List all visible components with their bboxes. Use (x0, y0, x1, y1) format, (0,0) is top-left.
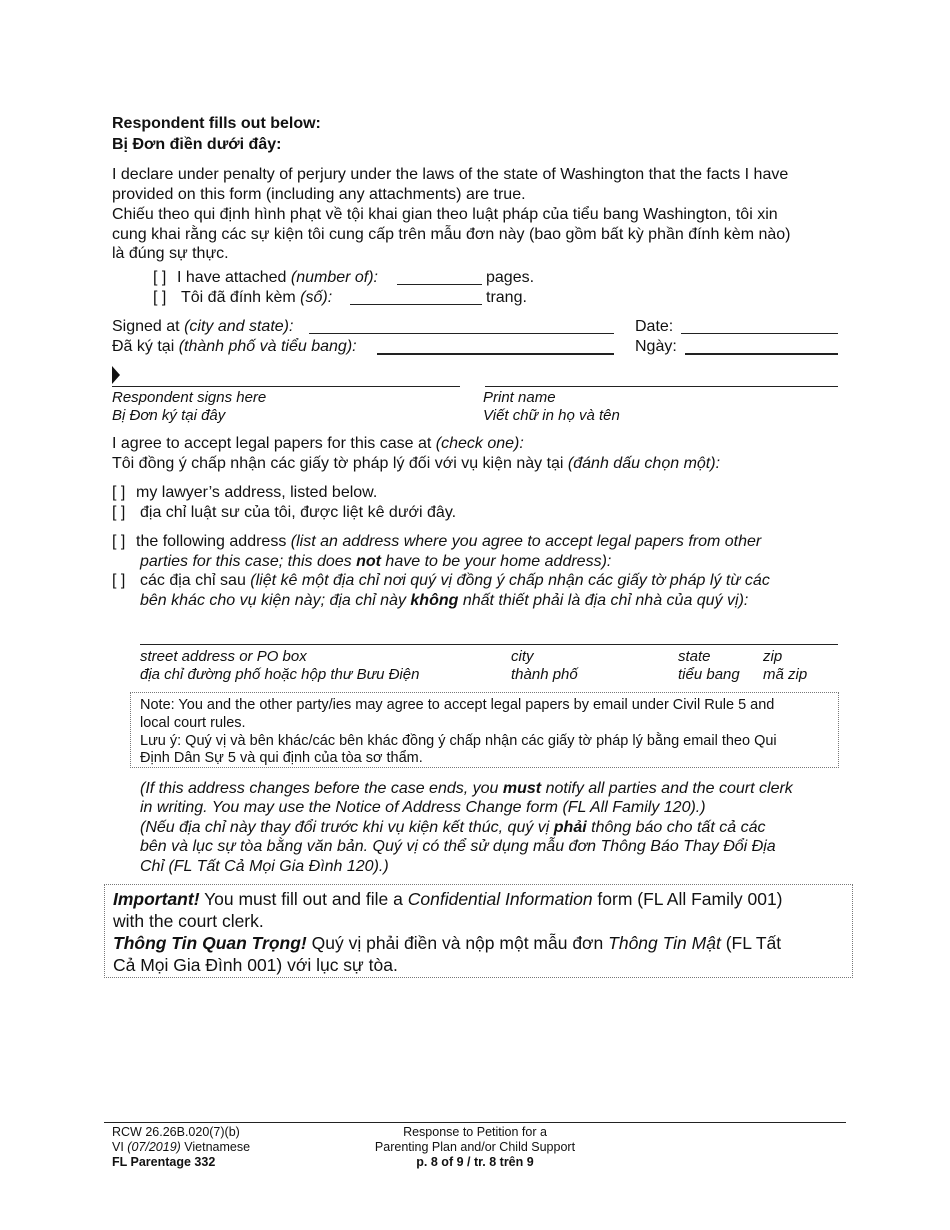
signed-at-vi-label: Đã ký tại (thành phố và tiểu bang): (112, 338, 357, 355)
change-vi-line2: bên và lục sự tòa bằng văn bản. Quý vị có thể sử dụng mẫu đơn Thông Báo Thay Đổi Địa (140, 838, 776, 855)
lawyer-vi-checkbox[interactable]: [ ] (112, 504, 126, 521)
lawyer-en-label: my lawyer’s address, listed below. (136, 484, 378, 501)
attached-en-label: I have attached (number of): (177, 269, 378, 286)
agree-en: I agree to accept legal papers for this case at (check one): (112, 435, 524, 452)
respondent-signs-vi: Bị Đơn ký tại đây (112, 407, 226, 424)
print-name-vi: Viết chữ in họ và tên (483, 407, 620, 424)
date-vi-field[interactable] (685, 353, 838, 355)
following-en-checkbox[interactable]: [ ] (112, 533, 126, 550)
street-label-en: street address or PO box (140, 648, 307, 665)
footer-title-line1: Response to Petition for a (403, 1125, 547, 1139)
important-en-line2: with the court clerk. (113, 911, 264, 931)
attached-vi-pages: trang. (486, 289, 527, 306)
note-en-line2: local court rules. (140, 715, 246, 731)
date-vi-label: Ngày: (635, 338, 677, 355)
signature-arrow-icon (112, 366, 122, 384)
following-vi-checkbox[interactable]: [ ] (112, 572, 126, 589)
heading-en: Respondent fills out below: (112, 115, 321, 132)
lawyer-vi-label: địa chỉ luật sư của tôi, được liệt kê dưới đây. (140, 504, 457, 521)
important-vi-line1: Thông Tin Quan Trọng! Quý vị phải điền và nộp một mẫu đơn Thông Tin Mật (FL Tất (113, 933, 782, 953)
attached-vi-checkbox[interactable]: [ ] (153, 289, 167, 306)
note-vi-line2: Định Dân Sự 5 và qui định của tòa sơ thẩm. (140, 750, 423, 766)
following-vi-line2: bên khác cho vụ kiện này; địa chỉ này không nhất thiết phải là địa chỉ nhà của quý vị): (140, 592, 749, 609)
important-en-line1: Important! You must fill out and file a Confidential Information form (FL All Family 001) (113, 889, 783, 909)
following-vi-line1: các địa chỉ sau (liệt kê một địa chỉ nơi quý vị đồng ý chấp nhận các giấy tờ pháp lý từ các (140, 572, 770, 589)
change-vi-line1: (Nếu địa chỉ này thay đổi trước khi vụ kiện kết thúc, quý vị phải thông báo cho tất cả các (140, 819, 766, 836)
print-name-en: Print name (483, 389, 556, 406)
attached-en-checkbox[interactable]: [ ] (153, 269, 167, 286)
footer-form-id: FL Parentage 332 (112, 1155, 216, 1169)
date-en-label: Date: (635, 318, 674, 335)
city-label-en: city (511, 648, 534, 665)
footer-rcw: RCW 26.26B.020(7)(b) (112, 1125, 240, 1139)
declaration-vi-line1: Chiếu theo qui định hình phạt về tội khai gian theo luật pháp của tiểu bang Washington, tôi xin (112, 206, 778, 223)
attached-en-number-field[interactable] (397, 284, 482, 285)
footer-title-line2: Parenting Plan and/or Child Support (374, 1140, 576, 1154)
footer-version: VI (07/2019) Vietnamese (112, 1140, 251, 1154)
declaration-vi-line3: là đúng sự thực. (112, 245, 229, 262)
following-en-line2: parties for this case; this does not have to be your home address): (140, 553, 612, 570)
respondent-signs-en: Respondent signs here (112, 389, 267, 406)
change-vi-line3: Chỉ (FL Tất Cả Mọi Gia Đình 120).) (140, 858, 389, 875)
lawyer-en-checkbox[interactable]: [ ] (112, 484, 126, 501)
signed-at-vi-field[interactable] (377, 353, 614, 355)
attached-vi-number-field[interactable] (350, 304, 482, 305)
heading-vi: Bị Đơn điền dưới đây: (112, 136, 282, 153)
declaration-en-line1: I declare under penalty of perjury under the laws of the state of Washington that the facts I have (112, 166, 789, 183)
state-label-vi: tiểu bang (678, 666, 740, 683)
state-label-en: state (678, 648, 711, 665)
city-label-vi: thành phố (511, 666, 578, 683)
note-vi-line1: Lưu ý: Quý vị và bên khác/các bên khác đồng ý chấp nhận các giấy tờ pháp lý bằng email theo Qui (140, 733, 777, 749)
signed-at-en-label: Signed at (city and state): (112, 318, 294, 335)
footer-divider (104, 1122, 846, 1123)
footer-page-number: p. 8 of 9 / tr. 8 trên 9 (416, 1155, 534, 1169)
attached-en-pages: pages. (486, 269, 535, 286)
change-en-line1: (If this address changes before the case ends, you must notify all parties and the court clerk (140, 780, 793, 797)
agree-vi: Tôi đồng ý chấp nhận các giấy tờ pháp lý đối với vụ kiện này tại (đánh dấu chọn một): (112, 455, 721, 472)
important-vi-line2: Cả Mọi Gia Đình 001) với lục sự tòa. (113, 955, 398, 975)
following-en-line1: the following address (list an address where you agree to accept legal papers from other (136, 533, 762, 550)
attached-vi-label: Tôi đã đính kèm (số): (181, 289, 333, 306)
declaration-en-line2: provided on this form (including any attachments) are true. (112, 186, 526, 203)
date-field[interactable] (681, 333, 838, 334)
declaration-vi-line2: cung khai rằng các sự kiện tôi cung cấp trên mẫu đơn này (bao gồm bất kỳ phần đính kèm nào) (112, 226, 791, 243)
change-en-line2: in writing. You may use the Notice of Address Change form (FL All Family 120).) (140, 799, 706, 816)
zip-label-en: zip (763, 648, 783, 665)
address-input-line[interactable] (140, 644, 838, 645)
note-en-line1: Note: You and the other party/ies may agree to accept legal papers by email under Civil Rule 5 and (140, 697, 775, 713)
street-label-vi: địa chỉ đường phố hoặc hộp thư Bưu Điện (140, 666, 420, 683)
signed-at-en-field[interactable] (309, 333, 614, 334)
print-name-line[interactable] (485, 386, 838, 387)
respondent-signature-line[interactable] (112, 386, 460, 387)
zip-label-vi: mã zip (763, 666, 808, 683)
